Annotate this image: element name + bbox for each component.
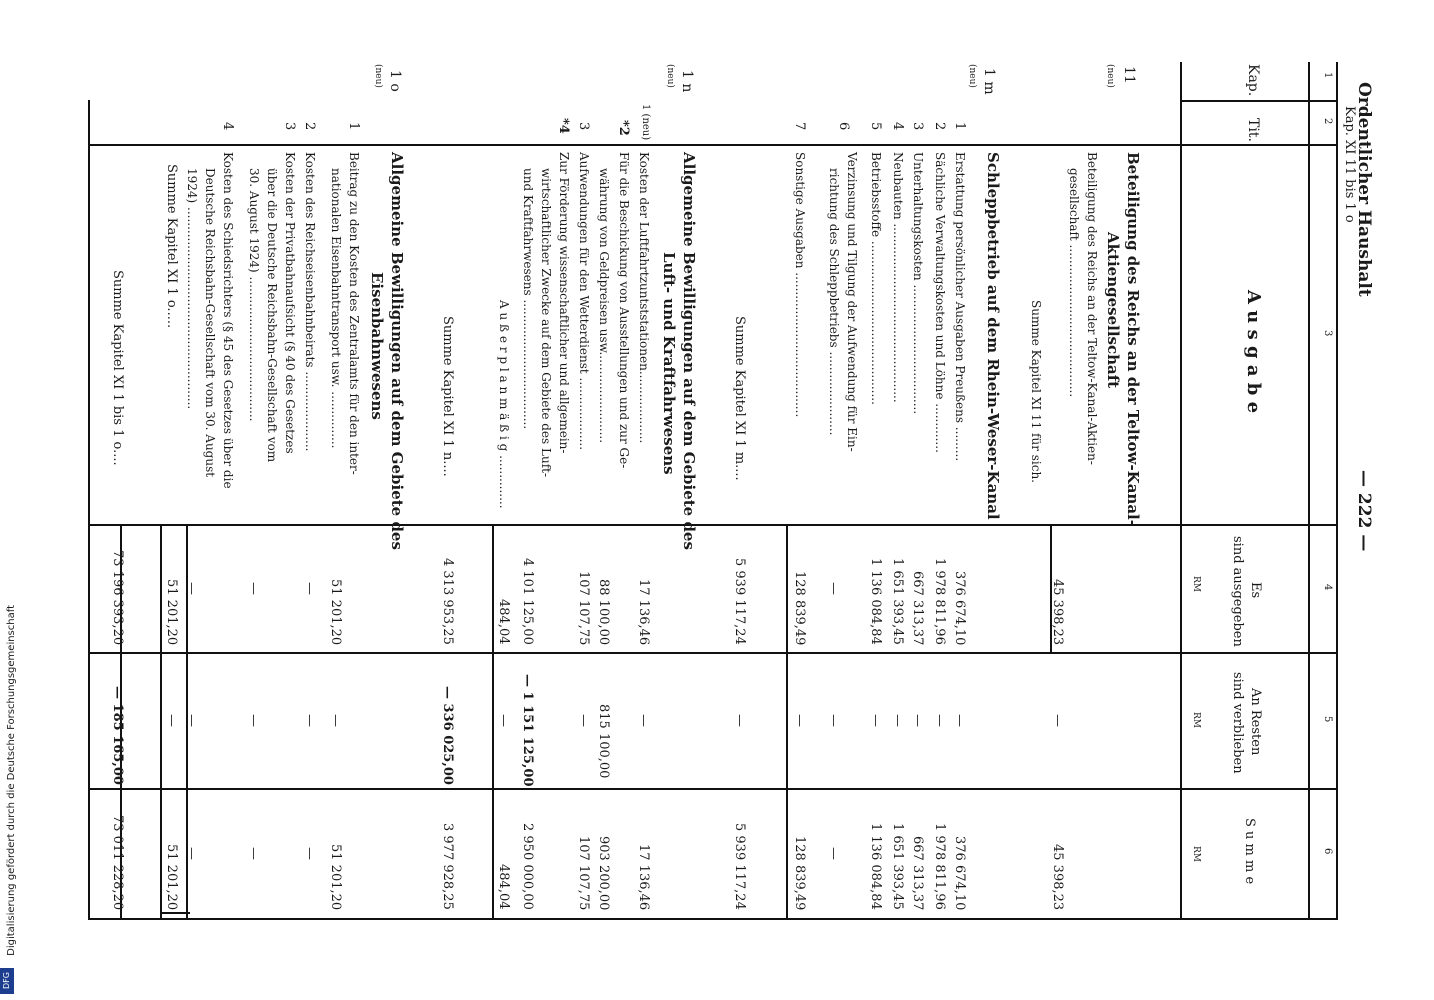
kap-1n-tit-4: *4 <box>556 118 571 134</box>
kap-1o-item-3-line1: Kosten der Privatbahnaufsicht (§ 40 des Gesetzes <box>283 152 297 454</box>
column-number-5: 5 <box>1322 716 1333 723</box>
kap-1m-c5-4: — <box>890 713 905 727</box>
kap-1m-number: 1 m <box>981 68 997 95</box>
kap-1m-c6-5: 1 136 084,84 <box>868 823 883 910</box>
kap-1m-item-6-line1: Verzinsung und Tilgung der Aufwendung für Ein- <box>845 152 859 452</box>
kap-1n-sum-c4: 4 313 953,25 <box>440 558 455 645</box>
kap-1m-c5-5: — <box>868 713 883 727</box>
kap-1n-sum: Summe Kapitel XI 1 n.... <box>440 316 455 477</box>
kap-1n-sum-c6: 3 977 928,25 <box>440 823 455 910</box>
kap-1m-sum: Summe Kapitel XI 1 m.... <box>732 316 747 481</box>
table-rule-header <box>1180 62 1182 920</box>
kap-1m-c4-7: 128 839,49 <box>792 571 807 646</box>
kap-1n-item-1: Kosten der Luftfahrtzuntststationen................... <box>637 152 651 444</box>
page-number: — 222 — <box>1354 470 1374 552</box>
kap-1n-ausserplan-c5: — <box>496 713 511 727</box>
sum-rule-1o-b <box>160 524 162 918</box>
column-header-kap: Kap. <box>1245 64 1261 97</box>
kap-1o-tit-2: 2 <box>302 122 317 131</box>
column-header-c5-line1: An Resten <box>1248 688 1263 756</box>
kap-1o-item-2: Kosten des Reichseisenbahnbeirats ..................... <box>303 152 317 452</box>
kap-1o-item-1-line1: Beitrag zu den Kosten des Zentralamts für den inter- <box>347 152 361 475</box>
kap-1m-c6-4: 1 651 393,45 <box>890 823 905 910</box>
kap-1m-c6-1: 376 674,10 <box>952 836 967 911</box>
kap-1o-c4-4: — <box>184 581 199 595</box>
kap-11-item-1: Beteiligung des Reichs an der Teltow-Kanal-Aktien- <box>1085 152 1099 465</box>
column-header-c4-line1: Es <box>1248 582 1263 599</box>
kap-1m-sum-c6: 5 939 117,24 <box>732 823 747 910</box>
sum-rule-1n <box>492 524 494 918</box>
kap-1n-c6-1: 17 136,46 <box>636 844 651 911</box>
kap-1n-tit-1: 1 (neu) <box>640 104 651 141</box>
column-header-c5-line2: sind verblieben <box>1230 672 1245 774</box>
kap-1m-item-2: Sächliche Verwaltungskosten und Löhne ............. <box>933 152 947 453</box>
sum-rule-1m <box>786 524 788 918</box>
kap-1m-tit-1: 1 <box>952 122 967 131</box>
kap-1o-item-4-line2: Deutsche Reichsbahn-Gesellschaft vom 30. August <box>203 168 217 478</box>
column-header-ausgabe: A u s g a b e <box>1243 290 1264 414</box>
kap-1o-c4-1: 51 201,20 <box>328 579 343 646</box>
kap-1n-tit-3: 3 <box>576 122 591 131</box>
kap-1n-ausserplan-c4: 484,04 <box>496 599 511 645</box>
kap-1n-c6-3: 107 107,75 <box>576 836 591 911</box>
kap-1m-c5-2: — <box>932 713 947 727</box>
unit-c4: RM <box>1191 576 1201 592</box>
kap-1o-item-4-line3: 1924) ..................................................... <box>185 168 199 410</box>
kap-1m-c5-3: — <box>910 713 925 727</box>
kap-1n-heading-1: Allgemeine Bewilligungen auf dem Gebiete des <box>680 152 698 550</box>
kap-1m-c5-7: — <box>792 713 807 727</box>
kap-11-c4: 45 398,23 <box>1050 579 1065 646</box>
kap-1o-item-4-line1: Kosten des Schiedsrichters (§ 45 des Gesetzes über die <box>221 152 235 489</box>
kap-1m-c4-4: 1 651 393,45 <box>890 558 905 645</box>
total-sum: Summe Kapitel XI 1 bis 1 o.... <box>110 270 125 466</box>
kap-1m-c4-5: 1 136 084,84 <box>868 558 883 645</box>
column-header-c6: S u m m e <box>1242 818 1257 885</box>
kap-11-item-2: gesellschaft ........................................ <box>1067 168 1081 398</box>
kap-1n-ausserplan-c6: 484,04 <box>496 864 511 910</box>
col-rule-kap-tit <box>1180 100 1336 102</box>
total-c5: — 185 165,00 <box>110 686 125 785</box>
kap-1o-c5-2: — <box>302 713 317 727</box>
kap-1n-c5-4: — 1 151 125,00 <box>520 674 535 787</box>
kap-1n-heading-2: Luft- und Kraftfahrwesens <box>660 252 678 475</box>
kap-11-heading-1: Beteiligung des Reichs an der Teltow-Kanal- <box>1124 152 1142 526</box>
funding-credit-text: Digitalisierung gefördert durch die Deutsche Forschungsgemeinschaft <box>6 605 17 956</box>
kap-1o-heading-2: Eisenbahnwesens <box>368 272 386 420</box>
total-c6: 73 011 228,20 <box>110 815 125 911</box>
kap-1m-c4-3: 667 313,37 <box>910 571 925 646</box>
kap-1o-c6-4: — <box>184 846 199 860</box>
kap-1o-c5-4: — <box>184 713 199 727</box>
kap-1n-item-2-line2: währung von Geldpreisen usw........................ <box>597 168 611 444</box>
kap-1o-item-1-line2: nationalen Eisenbahntransport usw. ............... <box>329 168 343 449</box>
kap-1m-tit-5: 5 <box>868 122 883 131</box>
column-header-c4-line2: sind ausgegeben <box>1230 536 1245 647</box>
kap-1o-c6-2: — <box>302 846 317 860</box>
kap-1m-tit-6: 6 <box>836 122 851 131</box>
kap-1m-heading: Schleppbetrieb auf dem Rhein-Weser-Kanal <box>984 152 1002 520</box>
kap-1n-sum-c5: — 336 025,00 <box>440 686 455 785</box>
kap-1o-number: 1 o <box>387 70 403 92</box>
kap-1m-item-4: Neubauten ............................................... <box>891 152 905 403</box>
kap-1o-neu: (neu) <box>373 64 383 88</box>
kap-1m-c6-7: 128 839,49 <box>792 836 807 911</box>
kap-1m-tit-2: 2 <box>932 122 947 131</box>
kap-1n-neu: (neu) <box>665 64 675 88</box>
column-number-3: 3 <box>1322 330 1333 337</box>
kap-1n-item-4-line1: Zur Förderung wissenschaftlicher und allgemein- <box>557 152 571 454</box>
kap-1n-ausserplan: A u ß e r p l a n m ä ß i g .............. <box>497 300 511 509</box>
kap-1o-sum-c6: 51 201,20 <box>164 844 179 911</box>
kap-1m-c4-1: 376 674,10 <box>952 571 967 646</box>
kap-11-c5: — <box>1050 713 1065 727</box>
kap-1m-item-6-line2: richtung des Schleppbetriebs ...................... <box>827 168 841 436</box>
unit-c6: RM <box>1191 846 1201 862</box>
kap-1o-sum-c5: — <box>164 713 179 727</box>
kap-1o-c5-1: — <box>328 713 343 727</box>
kap-1m-c6-3: 667 313,37 <box>910 836 925 911</box>
table-rule-numbers <box>1308 62 1310 920</box>
column-number-2: 2 <box>1322 118 1333 125</box>
dfg-logo: DFG <box>0 968 14 994</box>
kap-1n-item-2-line1: Für die Beschickung von Ausstellungen und zur Ge- <box>617 152 631 469</box>
kap-1n-c5-3: — <box>576 713 591 727</box>
kap-1n-c5-1: — <box>636 713 651 727</box>
kap-1n-item-4-line2: wirtschaftlicher Zwecke auf dem Gebiete des Luft- <box>539 168 553 478</box>
kap-1n-number: 1 n <box>679 70 695 93</box>
kap-1m-c5-6: — <box>826 713 841 727</box>
kap-1o-c5-3: — <box>246 713 261 727</box>
kap-11-neu: (neu) <box>1105 64 1115 88</box>
kap-1n-c6-2: 903 200,00 <box>596 836 611 911</box>
kap-1n-c4-3: 107 107,75 <box>576 571 591 646</box>
kap-1m-c6-2: 1 978 811,96 <box>932 823 947 910</box>
kap-1m-sum-c5: — <box>732 713 747 727</box>
funding-credit <box>4 605 17 995</box>
col-rule-text-c4 <box>88 524 1336 526</box>
unit-c5: RM <box>1191 712 1201 728</box>
col-rule-end <box>88 918 1336 920</box>
kap-1m-neu: (neu) <box>967 64 977 88</box>
kap-1m-tit-3: 3 <box>910 122 925 131</box>
kap-1n-c4-2: 88 100,00 <box>596 579 611 646</box>
kap-1n-c5-2: 815 100,00 <box>596 704 611 779</box>
kap-1m-tit-7: 7 <box>792 122 807 131</box>
kap-1o-c4-2: — <box>302 581 317 595</box>
kap-11-number: 11 <box>1121 66 1137 84</box>
kap-1m-c4-2: 1 978 811,96 <box>932 558 947 645</box>
kap-1m-item-7: Sonstige Ausgaben ...................................... <box>793 152 807 418</box>
kap-11-sum: Summe Kapitel XI 11 für sich. <box>1029 300 1043 483</box>
kap-11-c6: 45 398,23 <box>1050 844 1065 911</box>
page-subtitle: Kap. XI 11 bis 1 o <box>1342 106 1357 223</box>
kap-1o-heading-1: Allgemeine Bewilligungen auf dem Gebiete des <box>388 152 406 550</box>
col-rule-tit-text <box>88 144 1336 146</box>
kap-1o-tit-3: 3 <box>282 122 297 131</box>
kap-1o-sum-c4: 51 201,20 <box>164 579 179 646</box>
kap-1n-c6-4: 2 950 000,00 <box>520 823 535 910</box>
kap-11-heading-2: Aktiengesellschaft <box>1104 232 1122 389</box>
kap-1n-c4-1: 17 136,46 <box>636 579 651 646</box>
kap-1o-c4-3: — <box>246 581 261 595</box>
kap-1m-c4-6: — <box>826 581 841 595</box>
kap-1m-c5-1: — <box>952 713 967 727</box>
kap-1n-item-3: Aufwendungen für den Wetterdienst ................... <box>577 152 591 451</box>
kap-1m-tit-4: 4 <box>890 122 905 131</box>
total-rule-c6 <box>160 912 190 914</box>
table-rule-left <box>88 100 90 920</box>
table-rule-outer <box>1336 62 1338 920</box>
kap-1m-item-5: Betriebsstoffe ........................................... <box>869 152 883 405</box>
kap-1m-c6-6: — <box>826 846 841 860</box>
kap-1o-sum: Summe Kapitel XI 1 o..... <box>164 164 179 329</box>
col-rule-c5-c6 <box>88 788 1336 790</box>
total-c4: 73 196 393,20 <box>110 550 125 646</box>
kap-1o-c6-1: 51 201,20 <box>328 844 343 911</box>
column-number-6: 6 <box>1322 848 1333 855</box>
kap-1o-c6-3: — <box>246 846 261 860</box>
kap-1n-tit-2: *2 <box>616 120 631 136</box>
kap-1o-item-3-line2: über die Deutsche Reichsbahn-Gesellschaft vom <box>265 168 279 463</box>
column-header-tit: Tit. <box>1245 118 1261 142</box>
kap-1n-c4-4: 4 101 125,00 <box>520 558 535 645</box>
column-number-1: 1 <box>1322 72 1333 79</box>
page-title: Ordentlicher Haushalt <box>1354 82 1374 297</box>
kap-1o-tit-4: 4 <box>220 122 235 131</box>
kap-1m-item-1: Erstattung persönlicher Ausgaben Preußens ......... <box>953 152 967 462</box>
kap-1n-item-4-line3: und Kraftfahrwesens .................................. <box>521 168 535 430</box>
kap-1o-tit-1: 1 <box>346 122 361 131</box>
kap-1m-item-3: Unterhaltungskosten .................................. <box>911 152 925 415</box>
column-number-4: 4 <box>1322 584 1333 591</box>
col-rule-c4-c5 <box>88 652 1336 654</box>
kap-1m-sum-c4: 5 939 117,24 <box>732 558 747 645</box>
kap-1o-item-3-line3: 30. August 1924) ...................................... <box>247 168 261 422</box>
